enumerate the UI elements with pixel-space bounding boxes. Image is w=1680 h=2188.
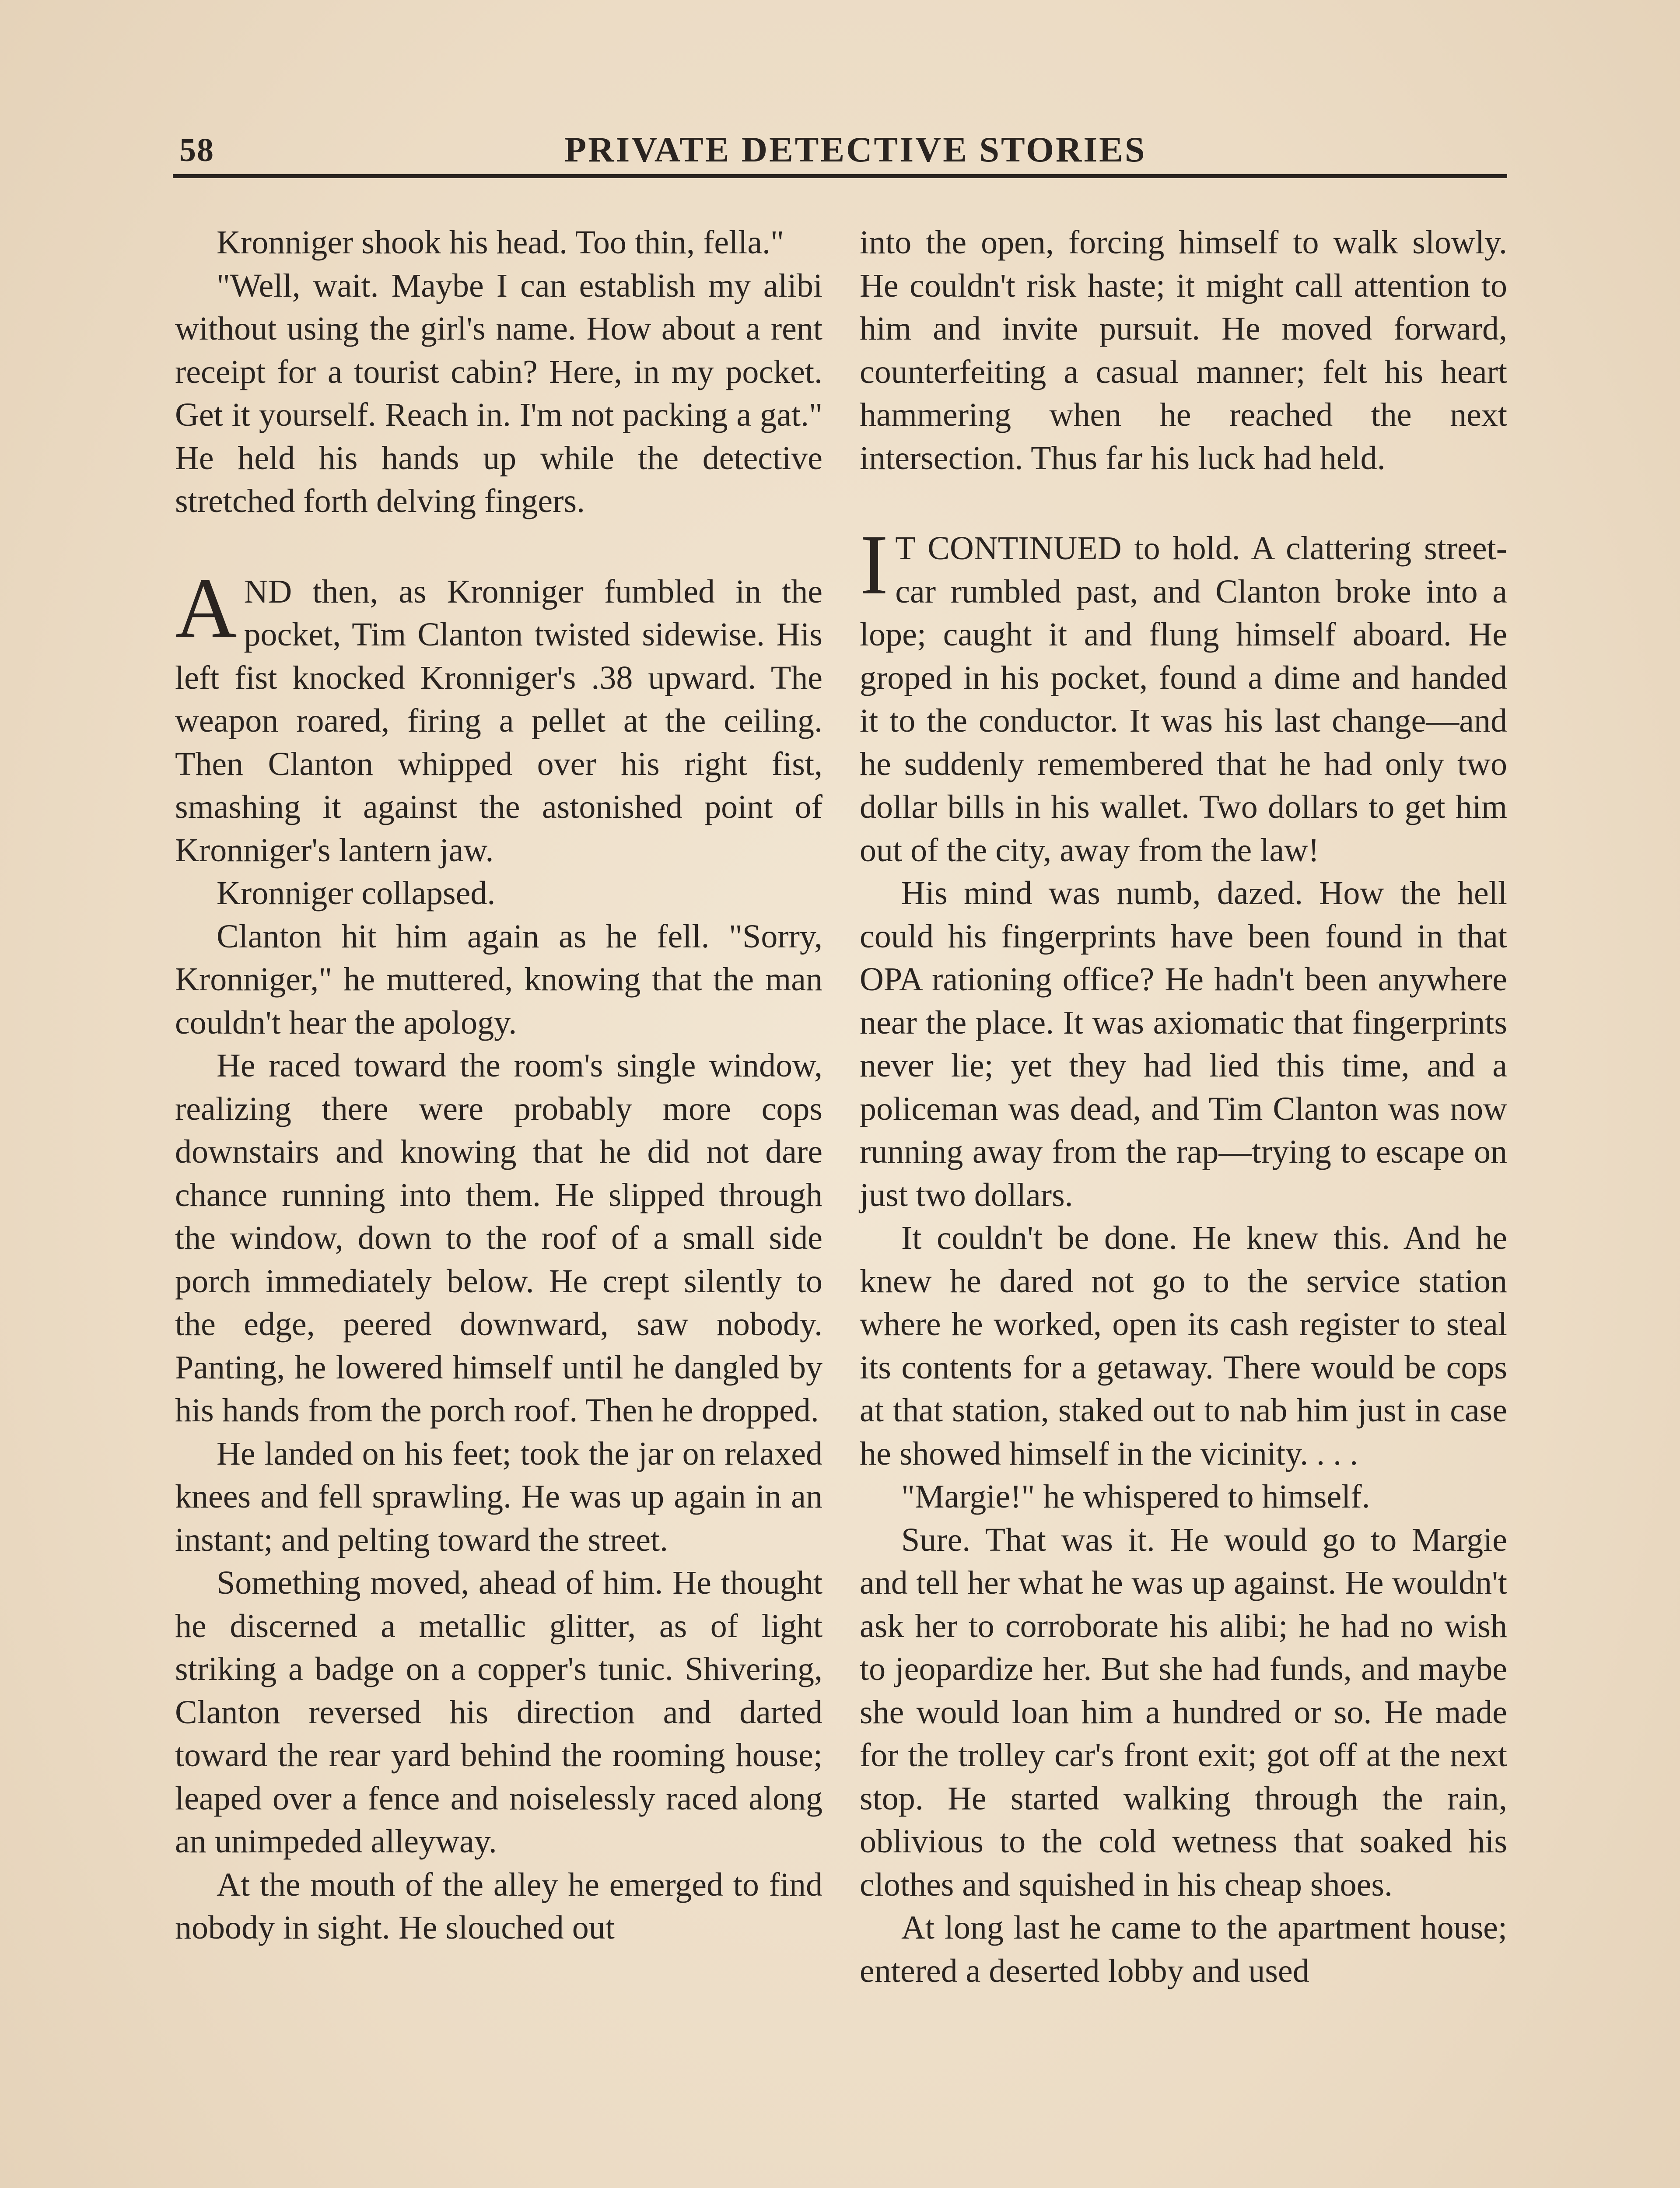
paragraph: At long last he came to the apartment house; entered a deserted lobby and used	[860, 1909, 1507, 1989]
paragraph-dropcap	[860, 517, 1507, 872]
drop-cap: I	[860, 517, 889, 612]
paragraph: "Margie!" he whispered to himself.	[901, 1478, 1370, 1515]
paragraph: "Well, wait. Maybe I can establish my alibi without using the girl's name. How about a rent receipt for a tourist cabin? Here, in my pocket. Get it yourself. Reach in. I'm not packing a gat." He held his hands up while the detective stretched forth delving fingers.	[175, 267, 822, 519]
paragraph-text: T CONTINUED to hold. A clattering street-car rumbled past, and Clanton broke into a lope; caught it and flung himself aboard. He groped in his pocket, found a dime and handed it to the conductor. It was his last change—and he suddenly remembered that he had only two dollar bills in his wallet. Two dollars to get him out of the city, away from the law!	[860, 530, 1507, 869]
paragraph: Kronniger shook his head. Too thin, fella."	[217, 224, 784, 261]
paragraph-text: ND then, as Kronniger fumbled in the pocket, Tim Clanton twisted sidewise. His left fist knocked Kronniger's .38 upward. The weapon roared, firing a pellet at the ceiling. Then Clanton whipped over his right fist, smashing it against the astonished point of Kronniger's lantern jaw.	[175, 573, 822, 869]
paragraph: Clanton hit him again as he fell. "Sorry, Kronniger," he muttered, knowing that the man couldn't hear the apology.	[175, 918, 822, 1041]
paragraph: Sure. That was it. He would go to Margie and tell her what he was up against. He wouldn't ask her to corroborate his alibi; he had no wish to jeopardize her. But she had funds, and maybe she would loan him a hundred or so. He made for the trolley car's front exit; got off at the next stop. He started walking through the rain, oblivious to the cold wetness that soaked his clothes and squished in his cheap shoes.	[860, 1521, 1507, 1903]
paragraph: His mind was numb, dazed. How the hell could his fingerprints have been found in that OPA rationing office? He hadn't been anywhere near the place. It was axiomatic that fingerprints never lie; yet they had lied this time, and a policeman was dead, and Tim Clanton was now running away from the rap—trying to escape on just two dollars.	[860, 875, 1507, 1213]
paragraph: At the mouth of the alley he emerged to find nobody in sight. He slouched out	[175, 1866, 822, 1946]
page-header	[179, 125, 1505, 173]
paragraph: Kronniger collapsed.	[217, 875, 496, 912]
page-number: 58	[179, 132, 214, 168]
paragraph-dropcap	[175, 560, 822, 872]
paragraph: It couldn't be done. He knew this. And he knew he dared not go to the service station where he worked, open its cash register to steal its contents for a getaway. There would be cops at that station, staked out to nab him just in case he showed himself in the vicinity. . . .	[860, 1220, 1507, 1472]
paragraph: He landed on his feet; took the jar on relaxed knees and fell sprawling. He was up again in an instant; and pelting toward the street.	[175, 1435, 822, 1558]
left-column	[175, 221, 822, 1950]
paragraph: Something moved, ahead of him. He thought he discerned a metallic glitter, as of light striking a badge on a copper's tunic. Shivering, Clanton reversed his direction and darted toward the rear yard behind the rooming house; leaped over a fence and noiselessly raced along an unimpeded alleyway.	[175, 1564, 822, 1860]
paragraph: into the open, forcing himself to walk slowly. He couldn't risk haste; it might call attention to him and invite pursuit. He moved forward, counterfeiting a casual manner; felt his heart hammering when he reached the next intersection. Thus far his luck had held.	[860, 224, 1507, 477]
right-column	[860, 221, 1507, 1992]
header-rule	[173, 174, 1507, 178]
drop-cap: A	[175, 560, 237, 656]
magazine-title: PRIVATE DETECTIVE STORIES	[564, 130, 1147, 169]
paragraph: He raced toward the room's single window, realizing there were probably more cops downstairs and knowing that he did not dare chance running into them. He slipped through the window, down to the roof of a small side porch immediately below. He crept silently to the edge, peered downward, saw nobody. Panting, he lowered himself until he dangled by his hands from the porch roof. Then he dropped.	[175, 1047, 822, 1429]
